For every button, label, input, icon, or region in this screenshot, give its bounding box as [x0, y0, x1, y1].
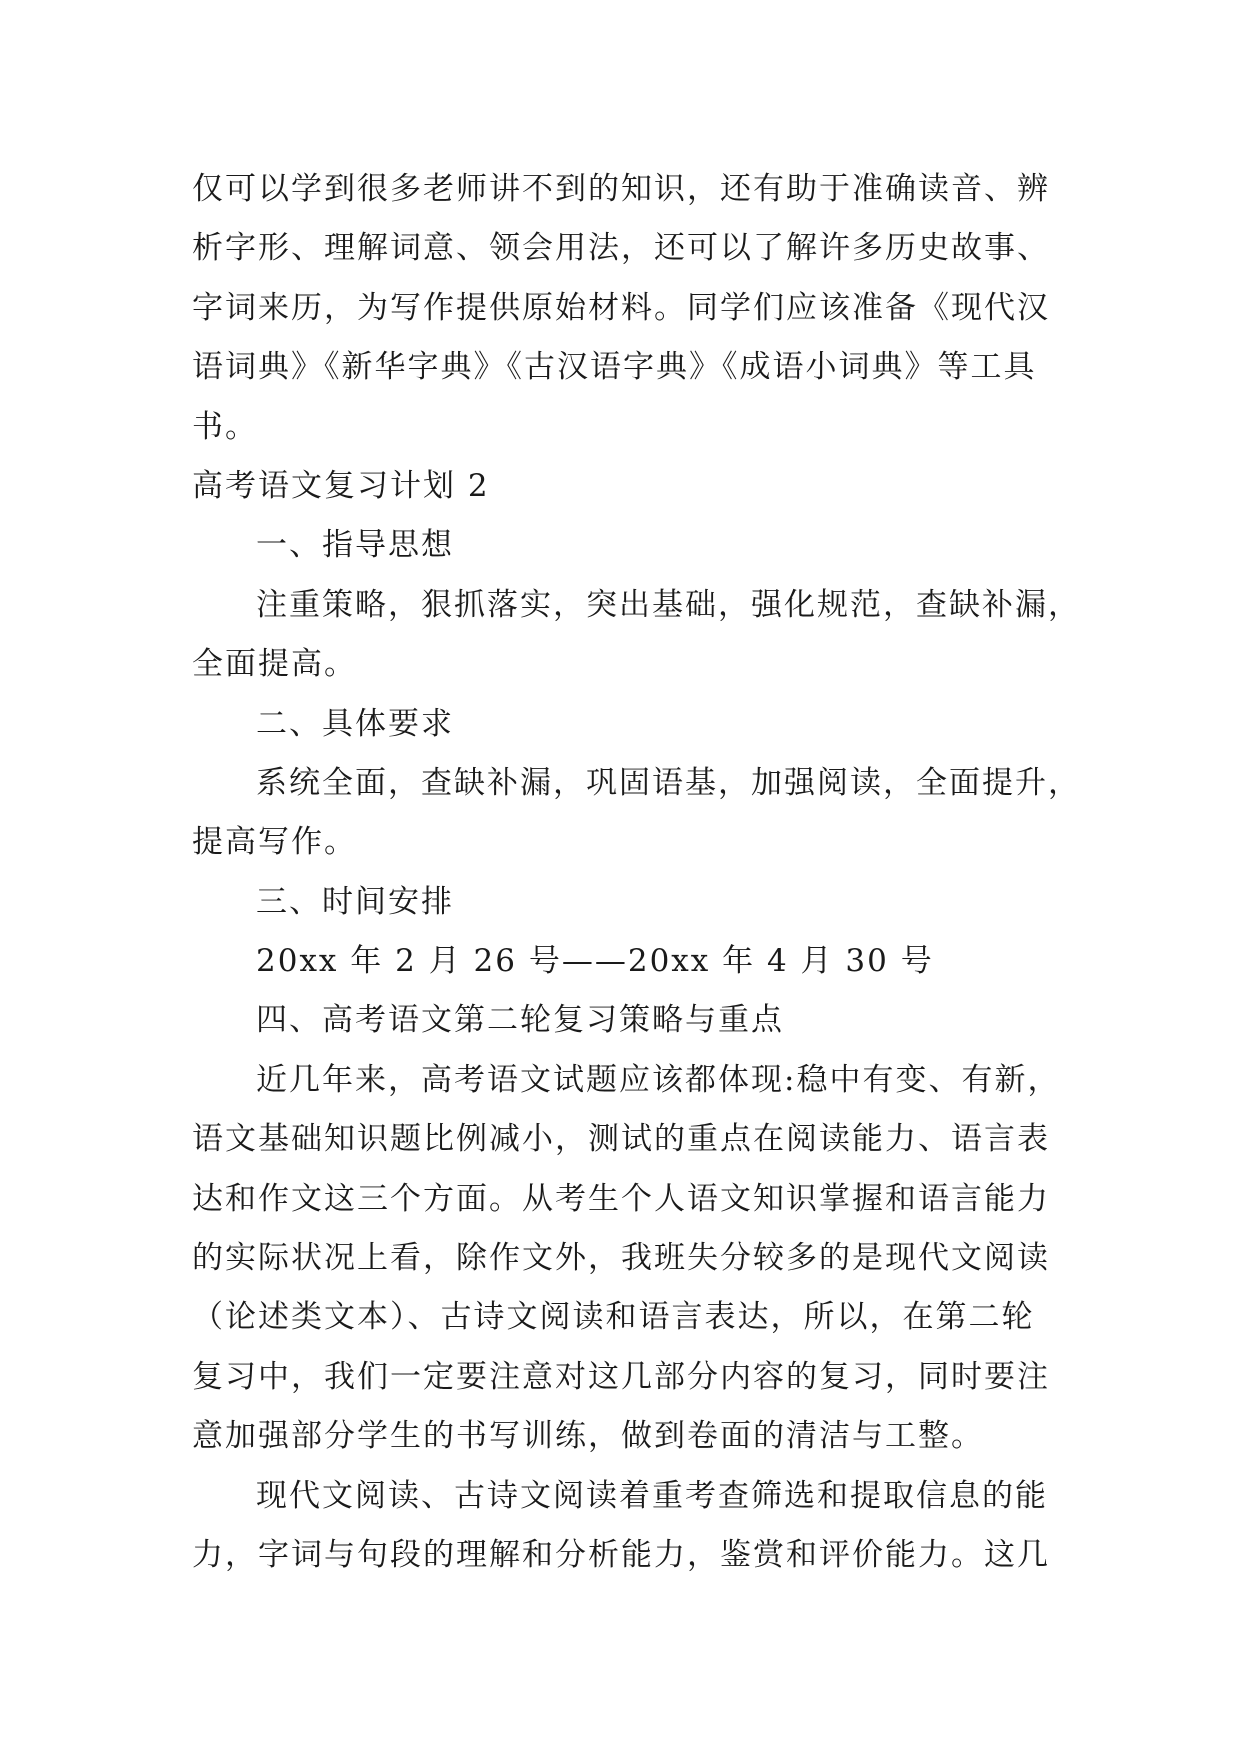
text-line: 析字形、理解词意、领会用法，还可以了解许多历史故事、: [192, 230, 1050, 267]
text-line: 字词来历，为写作提供原始材料。同学们应该准备《现代汉: [192, 289, 1050, 326]
text-line: 意加强部分学生的书写训练，做到卷面的清洁与工整。: [192, 1418, 984, 1455]
text-line: 现代文阅读、古诗文阅读着重考查筛选和提取信息的能: [256, 1477, 1048, 1514]
text-line: 提高写作。: [192, 824, 357, 861]
text-line: （论述类文本）、古诗文阅读和语言表达，所以，在第二轮: [192, 1299, 1035, 1336]
text-line: 语文基础知识题比例减小，测试的重点在阅读能力、语言表: [192, 1121, 1050, 1158]
document-body: [192, 160, 1081, 1585]
heading-guiding-thought: 一、指导思想: [256, 527, 454, 564]
text-line: 仅可以学到很多老师讲不到的知识，还有助于准确读音、辨: [192, 171, 1050, 207]
text-line: 的实际状况上看，除作文外，我班失分较多的是现代文阅读: [192, 1240, 1050, 1277]
heading-schedule: 三、时间安排: [256, 883, 454, 920]
heading-requirements: 二、具体要求: [256, 705, 454, 742]
text-line: 语词典》《新华字典》《古汉语字典》《成语小词典》等工具: [192, 349, 1037, 386]
text-line: 注重策略，狠抓落实，突出基础，强化规范，查缺补漏，: [256, 586, 1081, 623]
text-line: 系统全面，查缺补漏，巩固语基，加强阅读，全面提升，: [256, 764, 1081, 801]
text-line: 复习中，我们一定要注意对这几部分内容的复习，同时要注: [192, 1358, 1050, 1395]
text-line: 书。: [192, 408, 258, 445]
text-line: 达和作文这三个方面。从考生个人语文知识掌握和语言能力: [192, 1180, 1050, 1217]
text-line: 近几年来，高考语文试题应该都体现:稳中有变、有新，: [256, 1061, 1061, 1098]
schedule-dates: 20xx 年 2 月 26 号——20xx 年 4 月 30 号: [256, 943, 934, 980]
section-title: 高考语文复习计划 2: [192, 467, 490, 504]
heading-strategy: 四、高考语文第二轮复习策略与重点: [256, 1002, 784, 1039]
text-line: 力，字词与句段的理解和分析能力，鉴赏和评价能力。这几: [192, 1536, 1050, 1573]
text-line: 全面提高。: [192, 646, 357, 683]
